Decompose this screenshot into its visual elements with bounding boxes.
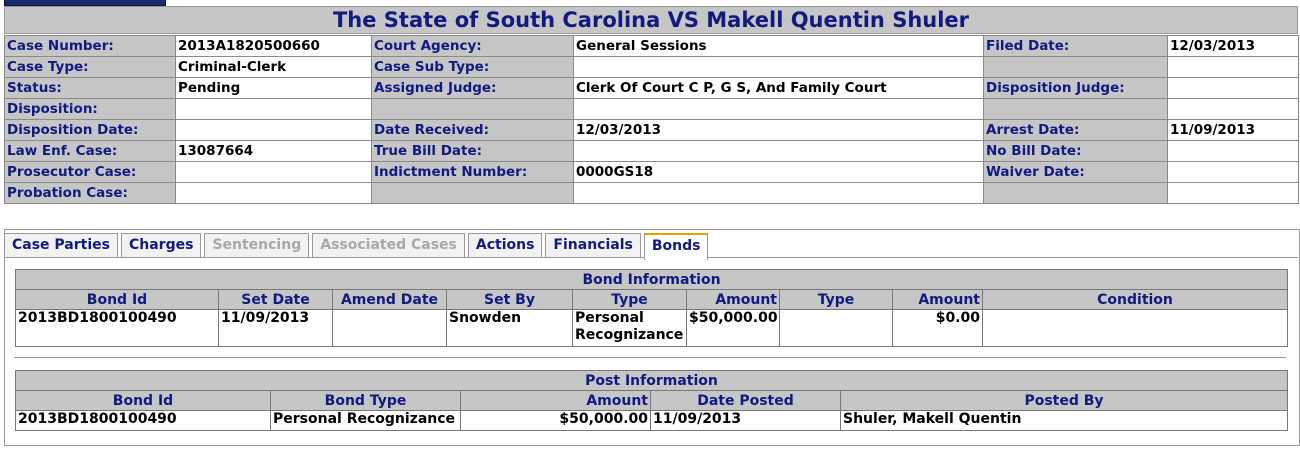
field-value: [1168, 78, 1299, 99]
field-label: Waiver Date:: [984, 162, 1168, 183]
field-value: [574, 141, 984, 162]
field-label: Status:: [5, 78, 176, 99]
info-row: [5, 36, 1299, 57]
field-value: [176, 183, 372, 204]
field-label: [372, 99, 574, 120]
col-header-amount-2: Amount: [893, 290, 983, 310]
field-label: Probation Case:: [5, 183, 176, 204]
field-label: Disposition Date:: [5, 120, 176, 141]
field-value: General Sessions: [574, 36, 984, 57]
post-info-caption: Post Information: [16, 371, 1288, 391]
field-label: Court Agency:: [372, 36, 574, 57]
field-value: [1168, 57, 1299, 78]
field-value: 13087664: [176, 141, 372, 162]
field-label: Disposition:: [5, 99, 176, 120]
cell-bond-id: 2013BD1800100490: [16, 310, 219, 347]
info-row: [5, 162, 1299, 183]
col-header-amend-date: Amend Date: [333, 290, 447, 310]
case-title: The State of South Carolina VS Makell Quentin Shuler: [4, 6, 1298, 34]
col-header-posted-by: Posted By: [841, 391, 1288, 411]
info-row: [5, 183, 1299, 204]
field-label: Prosecutor Case:: [5, 162, 176, 183]
col-header-bond-type: Bond Type: [271, 391, 461, 411]
field-label: No Bill Date:: [984, 141, 1168, 162]
cell-bond-id: 2013BD1800100490: [16, 411, 271, 431]
field-label: [372, 183, 574, 204]
field-label: [984, 183, 1168, 204]
table-row: [16, 411, 1288, 431]
col-header-bond-id: Bond Id: [16, 391, 271, 411]
field-label: Law Enf. Case:: [5, 141, 176, 162]
field-label: Case Type:: [5, 57, 176, 78]
field-label: Case Number:: [5, 36, 176, 57]
field-value: Pending: [176, 78, 372, 99]
field-value: Clerk Of Court C P, G S, And Family Court: [574, 78, 984, 99]
cell-date-posted: 11/09/2013: [651, 411, 841, 431]
field-label: Disposition Judge:: [984, 78, 1168, 99]
cell-type: Personal Recognizance: [573, 310, 687, 347]
field-label: [984, 99, 1168, 120]
info-row: [5, 99, 1299, 120]
info-row: [5, 120, 1299, 141]
field-value: 12/03/2013: [1168, 36, 1299, 57]
field-value: 0000GS18: [574, 162, 984, 183]
field-value: [574, 57, 984, 78]
info-row: [5, 78, 1299, 99]
field-value: [176, 162, 372, 183]
field-value: [1168, 99, 1299, 120]
field-value: [574, 183, 984, 204]
field-value: 2013A1820500660: [176, 36, 372, 57]
case-info-table: [4, 35, 1299, 204]
info-row: [5, 141, 1299, 162]
col-header-amount: Amount: [687, 290, 780, 310]
field-value: [176, 120, 372, 141]
field-label: Arrest Date:: [984, 120, 1168, 141]
cell-set-by: Snowden: [447, 310, 573, 347]
cell-amount: $50,000.00: [687, 310, 780, 347]
col-header-type-2: Type: [780, 290, 893, 310]
tab-charges[interactable]: Charges: [121, 233, 201, 257]
cell-amount-2: $0.00: [893, 310, 983, 347]
tab-strip: [4, 233, 708, 257]
cell-amend-date: [333, 310, 447, 347]
field-label: Case Sub Type:: [372, 57, 574, 78]
field-value: [1168, 162, 1299, 183]
field-label: Indictment Number:: [372, 162, 574, 183]
cell-amount: $50,000.00: [461, 411, 651, 431]
field-value: [176, 99, 372, 120]
cell-posted-by: Shuler, Makell Quentin: [841, 411, 1288, 431]
field-label: Assigned Judge:: [372, 78, 574, 99]
table-row: [16, 310, 1288, 347]
tab-sentencing: Sentencing: [204, 233, 309, 257]
bond-information-table: [15, 269, 1288, 347]
field-value: [1168, 183, 1299, 204]
cell-set-date: 11/09/2013: [219, 310, 333, 347]
info-row: [5, 57, 1299, 78]
field-value: Criminal-Clerk: [176, 57, 372, 78]
field-value: [1168, 141, 1299, 162]
col-header-date-posted: Date Posted: [651, 391, 841, 411]
field-label: Date Received:: [372, 120, 574, 141]
col-header-condition: Condition: [983, 290, 1288, 310]
bond-info-caption: Bond Information: [16, 270, 1288, 290]
col-header-set-by: Set By: [447, 290, 573, 310]
post-information-table: [15, 370, 1288, 431]
tab-financials[interactable]: Financials: [545, 233, 640, 257]
section-separator: [14, 357, 1286, 358]
field-label: True Bill Date:: [372, 141, 574, 162]
col-header-bond-id: Bond Id: [16, 290, 219, 310]
col-header-amount: Amount: [461, 391, 651, 411]
field-value: 11/09/2013: [1168, 120, 1299, 141]
cell-condition: [983, 310, 1288, 347]
col-header-type: Type: [573, 290, 687, 310]
tab-bonds[interactable]: Bonds: [644, 233, 709, 260]
tab-associated-cases: Associated Cases: [312, 233, 465, 257]
field-label: Filed Date:: [984, 36, 1168, 57]
tab-case-parties[interactable]: Case Parties: [4, 233, 118, 257]
cell-type-2: [780, 310, 893, 347]
field-value: [574, 99, 984, 120]
cell-bond-type: Personal Recognizance: [271, 411, 461, 431]
tab-actions[interactable]: Actions: [468, 233, 543, 257]
field-label: [984, 57, 1168, 78]
col-header-set-date: Set Date: [219, 290, 333, 310]
field-value: 12/03/2013: [574, 120, 984, 141]
